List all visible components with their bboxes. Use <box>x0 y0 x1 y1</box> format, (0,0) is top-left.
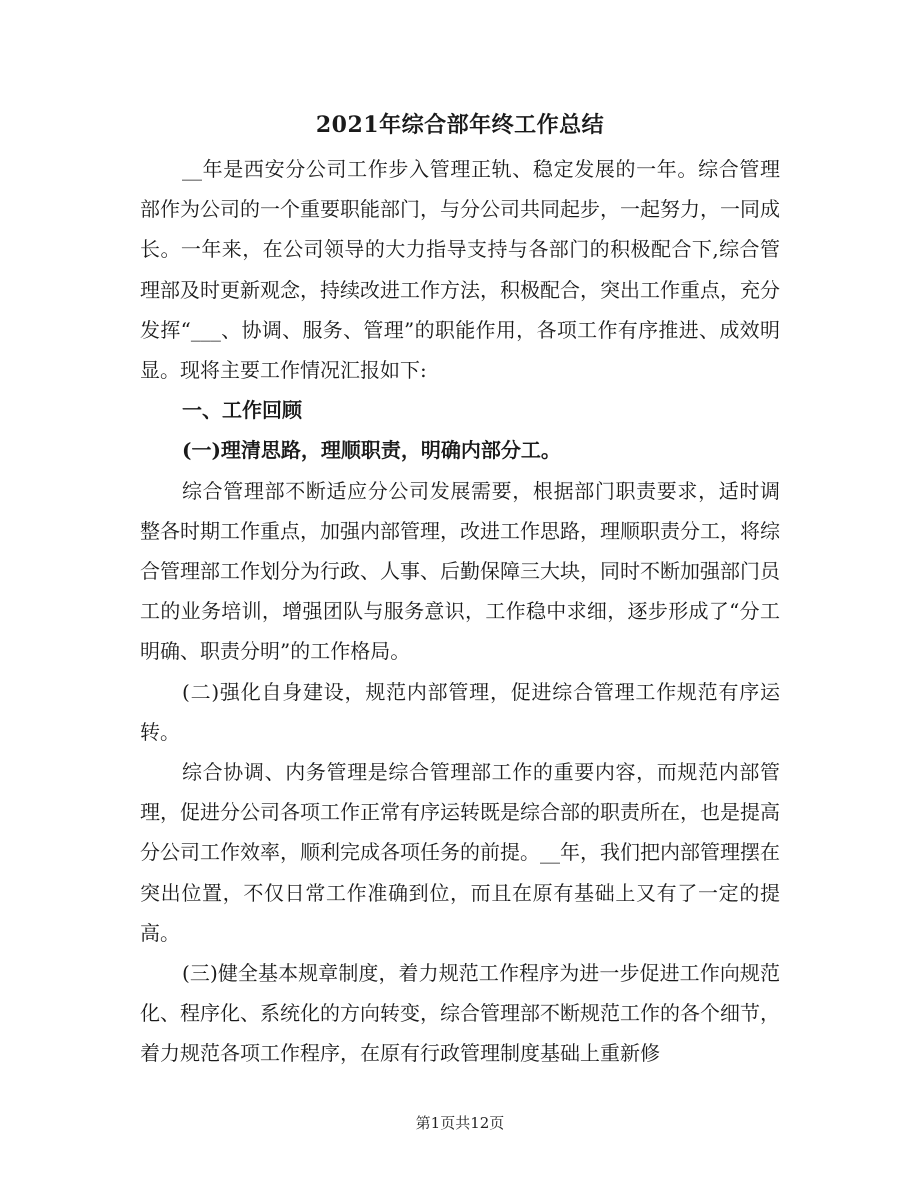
subsection-heading: (二)强化自身建设，规范内部管理，促进综合管理工作规范有序运转。 <box>140 679 780 744</box>
document-body <box>140 149 780 1074</box>
section-heading: 一、工作回顾 <box>182 398 302 423</box>
body-paragraph: (三)健全基本规章制度，着力规范工作程序为进一步促进工作向规范化、程序化、系统化的方向转变，综合管理部不断规范工作的各个细节，着力规范各项工作程序，在原有行政管理制度基础上重新修 <box>140 961 780 1066</box>
page-indicator: 第1页共12页 <box>415 1114 505 1132</box>
body-paragraph: 综合管理部不断适应分公司发展需要，根据部门职责要求，适时调整各时期工作重点，加强内部管理，改进工作思路，理顺职责分工，将综合管理部工作划分为行政、人事、后勤保障三大块，同时不断加强部门员工的业务培训，增强团队与服务意识，工作稳中求细，逐步形成了“分工明确、职责分明”的工作格局。 <box>140 478 780 664</box>
subsection-heading: (一)理清思路，理顺职责，明确内部分工。 <box>182 438 561 463</box>
intro-paragraph: __年是西安分公司工作步入管理正轨、稳定发展的一年。综合管理部作为公司的一个重要职能部门，与分公司共同起步，一起努力，一同成长。一年来，在公司领导的大力指导支持与各部门的积极配合下,综合管理部及时更新观念，持续改进工作方法，积极配合，突出工作重点，充分发挥“___、协调、服务、管理”的职能作用，各项工作有序推进、成效明显。现将主要工作情况汇报如下: <box>140 157 780 383</box>
body-paragraph: 综合协调、内务管理是综合管理部工作的重要内容，而规范内部管理，促进分公司各项工作正常有序运转既是综合部的职责所在，也是提高分公司工作效率，顺利完成各项任务的前提。__年，我们把内部管理摆在突出位置，不仅日常工作准确到位，而且在原有基础上又有了一定的提高。 <box>140 760 780 945</box>
document-title: 2021年综合部年终工作总结 <box>315 112 605 138</box>
